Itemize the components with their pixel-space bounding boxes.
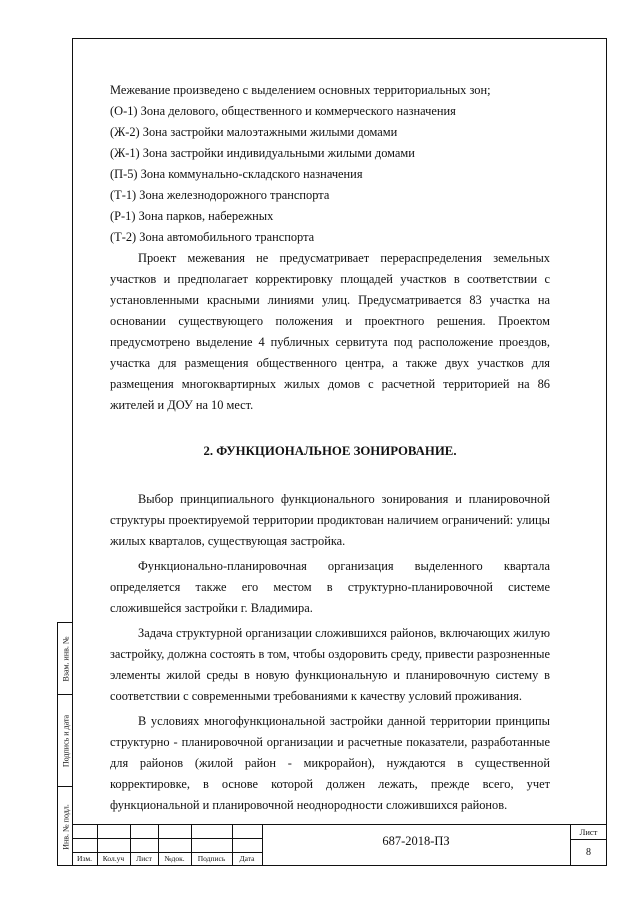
stamp-cell [58,787,73,867]
column-label: Изм. [77,854,92,863]
paragraph: Задача структурной организации сложившихся районов, включающих жилую застройку, должна состоять в том, чтобы оздоровить среду, привести разрозненные элементы жилой среды в новую функциональную и планировочную систему в соответствии с современными требованиями к качеству условий проживания. [110,626,550,703]
paragraph: Функционально-планировочная организация выделенного квартала определяется также его местом в структурно-планировочной системе сложившейся застройки г. Владимира. [110,559,550,615]
stamp-label: Подпись и дата [61,714,70,767]
stamp-label: Взам. инв. № [61,635,70,682]
zone-item: (Р-1) Зона парков, набережных [110,209,274,223]
paragraph: В условиях многофункциональной застройки данной территории принципы структурно - планировочной организации и расчетные показатели, разработанные для районов (жилой район - микрорайон), нуждаются в существенной корректировке, в основе которой должен лежать, прежде всего, учет функциональной и планировочной неоднородности сложившихся районов. [110,714,550,812]
zone-item: (Ж-2) Зона застройки малоэтажными жилыми домами [110,125,398,139]
title-block [72,824,607,866]
zone-item: (Т-1) Зона железнодорожного транспорта [110,188,330,202]
paragraph: Выбор принципиального функционального зонирования и планировочной структуры проектируемой территории продиктован наличием ограничений: улицы жилых кварталов, существующая застройка. [110,492,550,548]
margin-stamp [57,622,73,866]
zone-item: (О-1) Зона делового, общественного и коммерческого назначения [110,104,456,118]
document-code: 687-2018-ПЗ [382,834,450,848]
column-label: Лист [136,854,152,863]
intro-line: Межевание произведено с выделением основных территориальных зон; [110,83,491,97]
sheet-label: Лист [579,827,598,837]
column-label: Кол.уч [102,854,125,863]
document-body [110,80,550,816]
stamp-label: Инв. № подл. [61,804,70,850]
stamp-cell [58,623,73,695]
stamp-cell [58,695,73,787]
section-heading: 2. ФУНКЦИОНАЛЬНОЕ ЗОНИРОВАНИЕ. [203,444,457,458]
zone-item: (Ж-1) Зона застройки индивидуальными жилыми домами [110,146,415,160]
zone-item: (Т-2) Зона автомобильного транспорта [110,230,315,244]
column-label: №док. [164,854,185,863]
column-label: Подпись [197,854,226,863]
zone-item: (П-5) Зона коммунально-складского назначения [110,167,363,181]
column-label: Дата [239,854,255,863]
sheet-number: 8 [586,847,591,858]
paragraph: Проект межевания не предусматривает перераспределения земельных участков и предполагает корректировку площадей участков в соответствии с установленными красными линиями улиц. Предусматривается 83 участка на основании существующего положения и проектного решения. Проектом предусмотрено выделение 4 публичных сервитута под расположение проездов, участка для размещения общественного центра, а также двух участков для размещения многоквартирных жилых домов с расчетной территорией на 86 жителей и ДОУ на 10 мест. [110,251,550,412]
